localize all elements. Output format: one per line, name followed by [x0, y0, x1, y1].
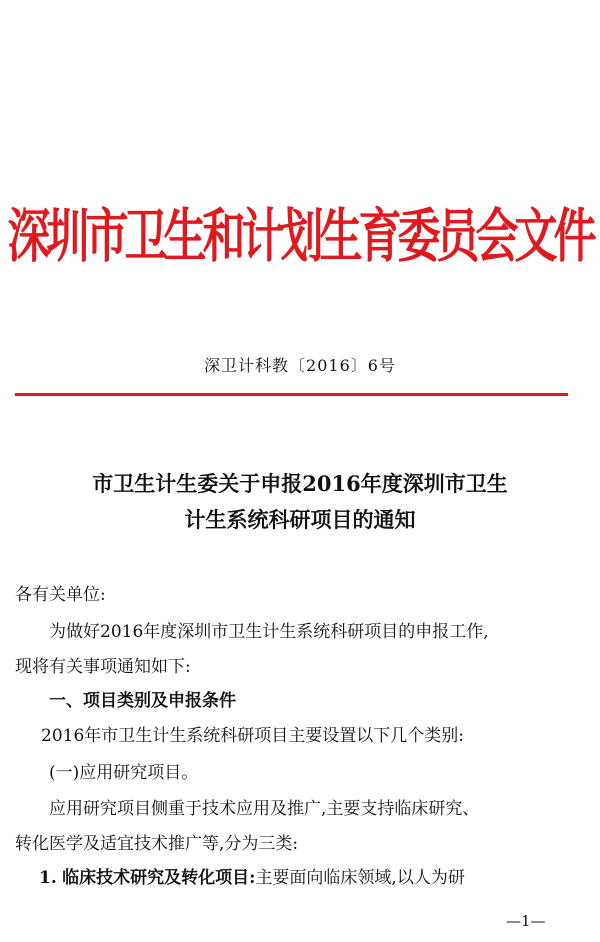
paragraph-2-line-2: 转化医学及适宜技术推广等,分为三类:: [15, 834, 299, 854]
paragraph-1-line-1: 为做好2016年度深圳市卫生计生系统科研项目的申报工作,: [49, 622, 489, 642]
paragraph-2-line-1: 应用研究项目侧重于技术应用及推广,主要支持临床研究、: [49, 799, 480, 819]
item-1: [39, 866, 465, 890]
salutation: 各有关单位:: [15, 585, 106, 605]
paragraph-1-line-2: 现将有关事项通知如下:: [15, 657, 191, 677]
page-number: —1—: [506, 912, 546, 930]
notice-title-line-2: 计生系统科研项目的通知: [184, 507, 416, 532]
item-1-text: 主要面向临床领域,以人为研: [255, 868, 465, 888]
section-1-heading: 一、项目类别及申报条件: [49, 691, 236, 711]
red-divider-line: [15, 393, 568, 396]
item-1-label: 临床技术研究及转化项目:: [62, 868, 256, 888]
item-1-number: 1.: [39, 868, 57, 888]
notice-title-line-1: 市卫生计生委关于申报2016年度深圳市卫生: [92, 471, 508, 496]
section-1-intro: 2016年市卫生计生系统科研项目主要设置以下几个类别:: [41, 726, 464, 746]
document-number: 深卫计科教〔2016〕6号: [204, 356, 396, 375]
notice-title: [0, 466, 600, 538]
subsection-1-heading: (一)应用研究项目。: [49, 763, 199, 783]
issuer-title: 深圳市卫生和计划生育委员会文件: [7, 203, 593, 271]
